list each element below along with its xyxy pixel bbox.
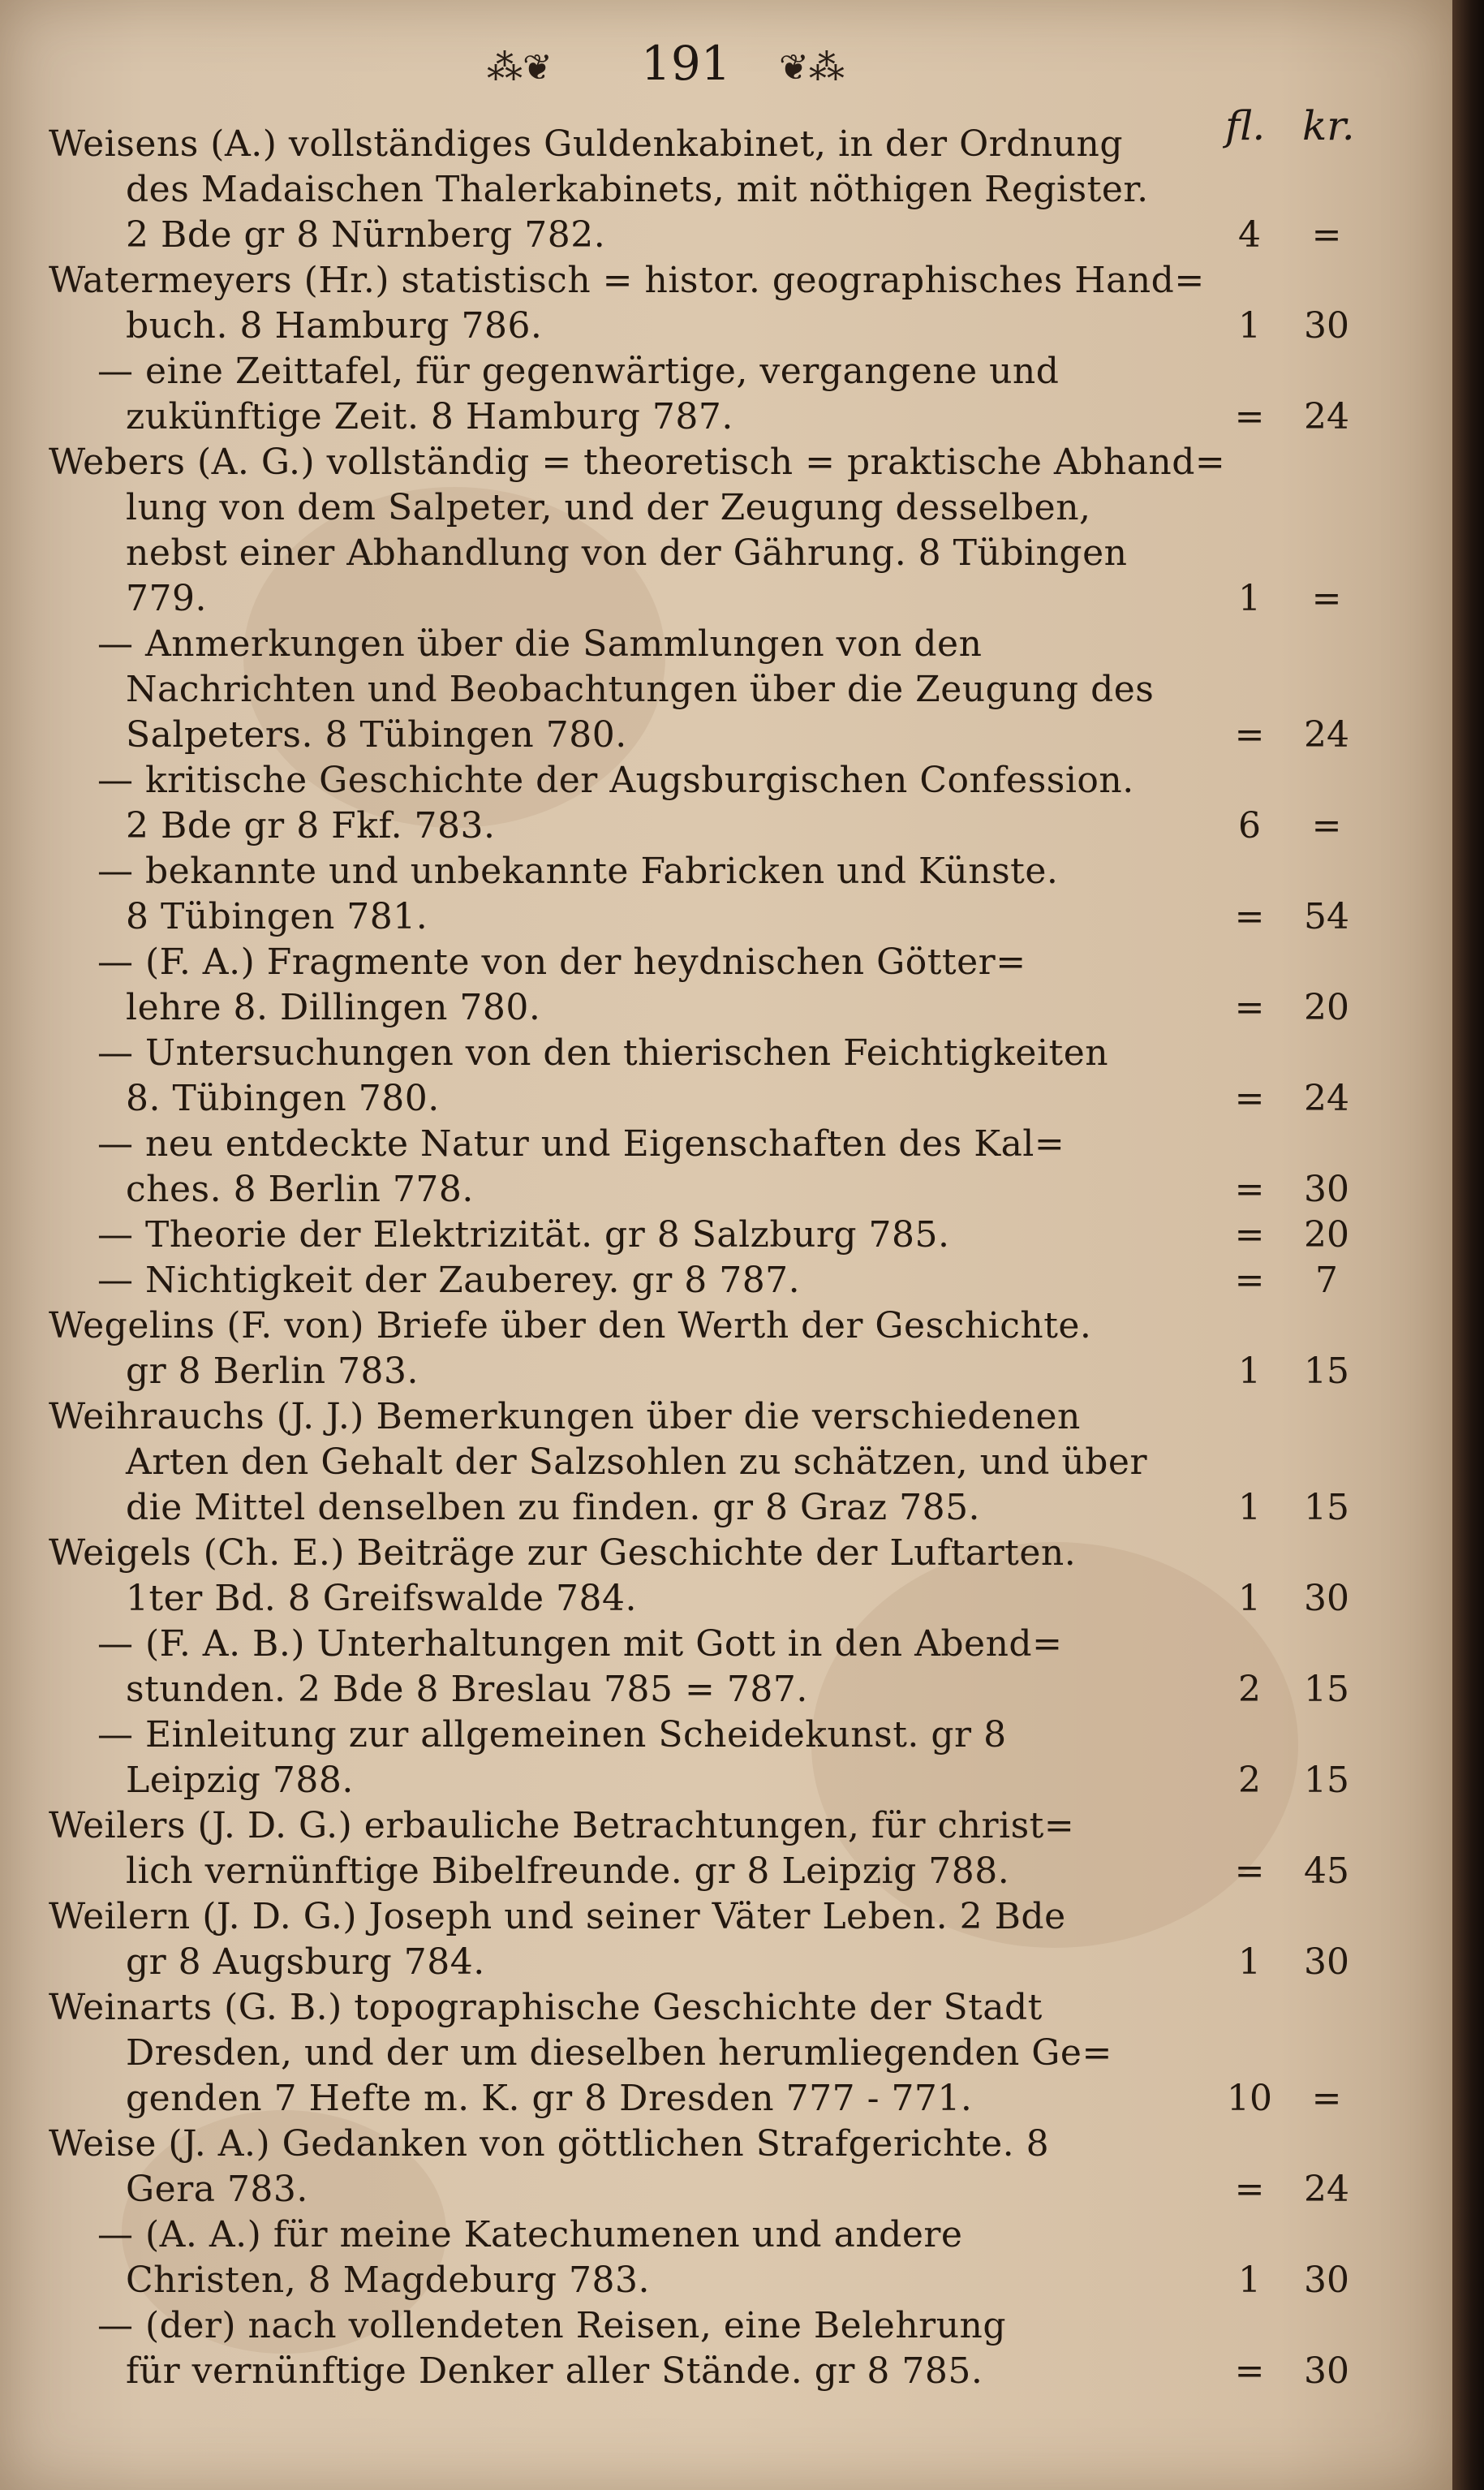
price-florin: = <box>1234 896 1265 937</box>
price-florin: = <box>1234 396 1265 437</box>
price-florin: 6 <box>1238 805 1261 847</box>
price-florin: = <box>1234 1850 1265 1892</box>
entry-line: — eine Zeittafel, für gegenwärtige, vergangene und <box>97 351 1060 392</box>
entry-line: — (F. A.) Fragmente von der heydnischen Götter= <box>97 941 1026 983</box>
price-kreuzer: = <box>1311 214 1342 256</box>
entry-line: 2 Bde gr 8 Nürnberg 782. <box>126 214 606 256</box>
entry-line: Weilern (J. D. G.) Joseph und seiner Väter Leben. 2 Bde <box>49 1896 1066 1937</box>
entry-line: — Theorie der Elektrizität. gr 8 Salzburg 785. <box>97 1214 950 1256</box>
entry-line: Watermeyers (Hr.) statistisch = histor. geographisches Hand= <box>49 260 1205 301</box>
entry-line: zukünftige Zeit. 8 Hamburg 787. <box>126 396 733 437</box>
page-number: 191 <box>641 36 731 91</box>
entry-line: lich vernünftige Bibelfreunde. gr 8 Leipzig 788. <box>126 1850 1010 1892</box>
price-florin: = <box>1234 714 1265 756</box>
entry-line: Nachrichten und Beobachtungen über die Zeugung des <box>126 669 1155 710</box>
entry-line: 1ter Bd. 8 Greifswalde 784. <box>126 1578 637 1619</box>
price-florin: 2 <box>1238 1669 1261 1710</box>
price-kreuzer: 15 <box>1304 1487 1349 1528</box>
entry-line: Wegelins (F. von) Briefe über den Werth der Geschichte. <box>49 1305 1092 1346</box>
entry-line: — (F. A. B.) Unterhaltungen mit Gott in den Abend= <box>97 1623 1063 1665</box>
column-header-kr: kr. <box>1302 102 1355 149</box>
price-kreuzer: 30 <box>1304 2350 1349 2392</box>
price-florin: 1 <box>1238 1578 1261 1619</box>
entry-line: des Madaischen Thalerkabinets, mit nöthigen Register. <box>126 169 1149 210</box>
price-kreuzer: 24 <box>1304 2169 1349 2210</box>
price-kreuzer: 30 <box>1304 1169 1349 1210</box>
entry-line: gr 8 Berlin 783. <box>126 1351 419 1392</box>
price-kreuzer: 30 <box>1304 1941 1349 1983</box>
price-kreuzer: 24 <box>1304 1078 1349 1119</box>
entry-line: buch. 8 Hamburg 786. <box>126 305 543 347</box>
price-florin: = <box>1234 1078 1265 1119</box>
book-spine-edge <box>1452 0 1484 2490</box>
price-florin: 1 <box>1238 305 1261 347</box>
entry-line: Weinarts (G. B.) topographische Geschichte der Stadt <box>49 1987 1043 2028</box>
entry-line: — Untersuchungen von den thierischen Feichtigkeiten <box>97 1032 1109 1074</box>
entry-line: Christen, 8 Magdeburg 783. <box>126 2260 651 2301</box>
entry-line: 2 Bde gr 8 Fkf. 783. <box>126 805 496 847</box>
price-florin: 4 <box>1238 214 1261 256</box>
price-kreuzer: 24 <box>1304 396 1349 437</box>
entry-line: — Nichtigkeit der Zauberey. gr 8 787. <box>97 1260 801 1301</box>
price-florin: = <box>1234 2350 1265 2392</box>
entry-line: 8. Tübingen 780. <box>126 1078 440 1119</box>
price-kreuzer: = <box>1311 805 1342 847</box>
entry-line: — bekannte und unbekannte Fabricken und Künste. <box>97 851 1059 892</box>
price-florin: = <box>1234 1260 1265 1301</box>
price-kreuzer: 24 <box>1304 714 1349 756</box>
price-kreuzer: 30 <box>1304 2260 1349 2301</box>
entry-line: Weigels (Ch. E.) Beiträge zur Geschichte der Luftarten. <box>49 1532 1077 1574</box>
price-florin: 2 <box>1238 1760 1261 1801</box>
entry-line: — (A. A.) für meine Katechumenen und andere <box>97 2214 963 2255</box>
column-header-fl: fl. <box>1225 102 1266 149</box>
left-ornament-icon: ⁂❦ <box>487 47 553 88</box>
price-kreuzer: = <box>1311 578 1342 619</box>
entry-line: 8 Tübingen 781. <box>126 896 428 937</box>
price-kreuzer: 30 <box>1304 1578 1349 1619</box>
price-kreuzer: 30 <box>1304 305 1349 347</box>
price-kreuzer: 15 <box>1304 1669 1349 1710</box>
price-kreuzer: 54 <box>1304 896 1349 937</box>
entry-line: Weisens (A.) vollständiges Guldenkabinet, in der Ordnung <box>49 123 1124 165</box>
right-ornament-icon: ❦⁂ <box>779 47 845 88</box>
price-kreuzer: 15 <box>1304 1351 1349 1392</box>
price-kreuzer: = <box>1311 2078 1342 2119</box>
price-kreuzer: 45 <box>1304 1850 1349 1892</box>
price-florin: 1 <box>1238 1351 1261 1392</box>
price-florin: 1 <box>1238 2260 1261 2301</box>
price-florin: = <box>1234 1169 1265 1210</box>
entry-line: genden 7 Hefte m. K. gr 8 Dresden 777 - 771. <box>126 2078 973 2119</box>
entry-line: Dresden, und der um dieselben herumliegenden Ge= <box>126 2032 1112 2074</box>
entry-line: 779. <box>126 578 207 619</box>
entry-line: — Anmerkungen über die Sammlungen von den <box>97 623 983 665</box>
entry-line: Weise (J. A.) Gedanken von göttlichen Strafgerichte. 8 <box>49 2123 1050 2165</box>
price-kreuzer: 15 <box>1304 1760 1349 1801</box>
price-kreuzer: 20 <box>1304 987 1349 1028</box>
entry-line: lung von dem Salpeter, und der Zeugung desselben, <box>126 487 1091 528</box>
entry-line: die Mittel denselben zu finden. gr 8 Graz 785. <box>126 1487 981 1528</box>
entry-line: ches. 8 Berlin 778. <box>126 1169 474 1210</box>
entry-line: — kritische Geschichte der Augsburgischen Confession. <box>97 760 1134 801</box>
entry-line: Gera 783. <box>126 2169 308 2210</box>
entry-line: Webers (A. G.) vollständig = theoretisch = praktische Abhand= <box>49 442 1226 483</box>
entry-line: lehre 8. Dillingen 780. <box>126 987 541 1028</box>
price-kreuzer: 7 <box>1315 1260 1338 1301</box>
entry-line: gr 8 Augsburg 784. <box>126 1941 485 1983</box>
entry-line: Leipzig 788. <box>126 1760 354 1801</box>
entry-line: — neu entdeckte Natur und Eigenschaften des Kal= <box>97 1123 1065 1165</box>
entry-line: Weihrauchs (J. J.) Bemerkungen über die verschiedenen <box>49 1396 1081 1437</box>
price-florin: 1 <box>1238 1487 1261 1528</box>
price-florin: 1 <box>1238 578 1261 619</box>
entry-line: Salpeters. 8 Tübingen 780. <box>126 714 627 756</box>
entry-line: stunden. 2 Bde 8 Breslau 785 = 787. <box>126 1669 808 1710</box>
entry-line: — (der) nach vollendeten Reisen, eine Belehrung <box>97 2305 1007 2346</box>
entry-line: — Einleitung zur allgemeinen Scheidekunst. gr 8 <box>97 1714 1007 1755</box>
price-florin: = <box>1234 987 1265 1028</box>
entry-line: Weilers (J. D. G.) erbauliche Betrachtungen, für christ= <box>49 1805 1075 1846</box>
entry-line: nebst einer Abhandlung von der Gährung. 8 Tübingen <box>126 532 1128 574</box>
price-kreuzer: 20 <box>1304 1214 1349 1256</box>
price-florin: = <box>1234 2169 1265 2210</box>
price-florin: 1 <box>1238 1941 1261 1983</box>
entry-line: für vernünftige Denker aller Stände. gr 8 785. <box>126 2350 983 2392</box>
entry-line: Arten den Gehalt der Salzsohlen zu schätzen, und über <box>126 1441 1147 1483</box>
price-florin: 10 <box>1227 2078 1272 2119</box>
price-florin: = <box>1234 1214 1265 1256</box>
